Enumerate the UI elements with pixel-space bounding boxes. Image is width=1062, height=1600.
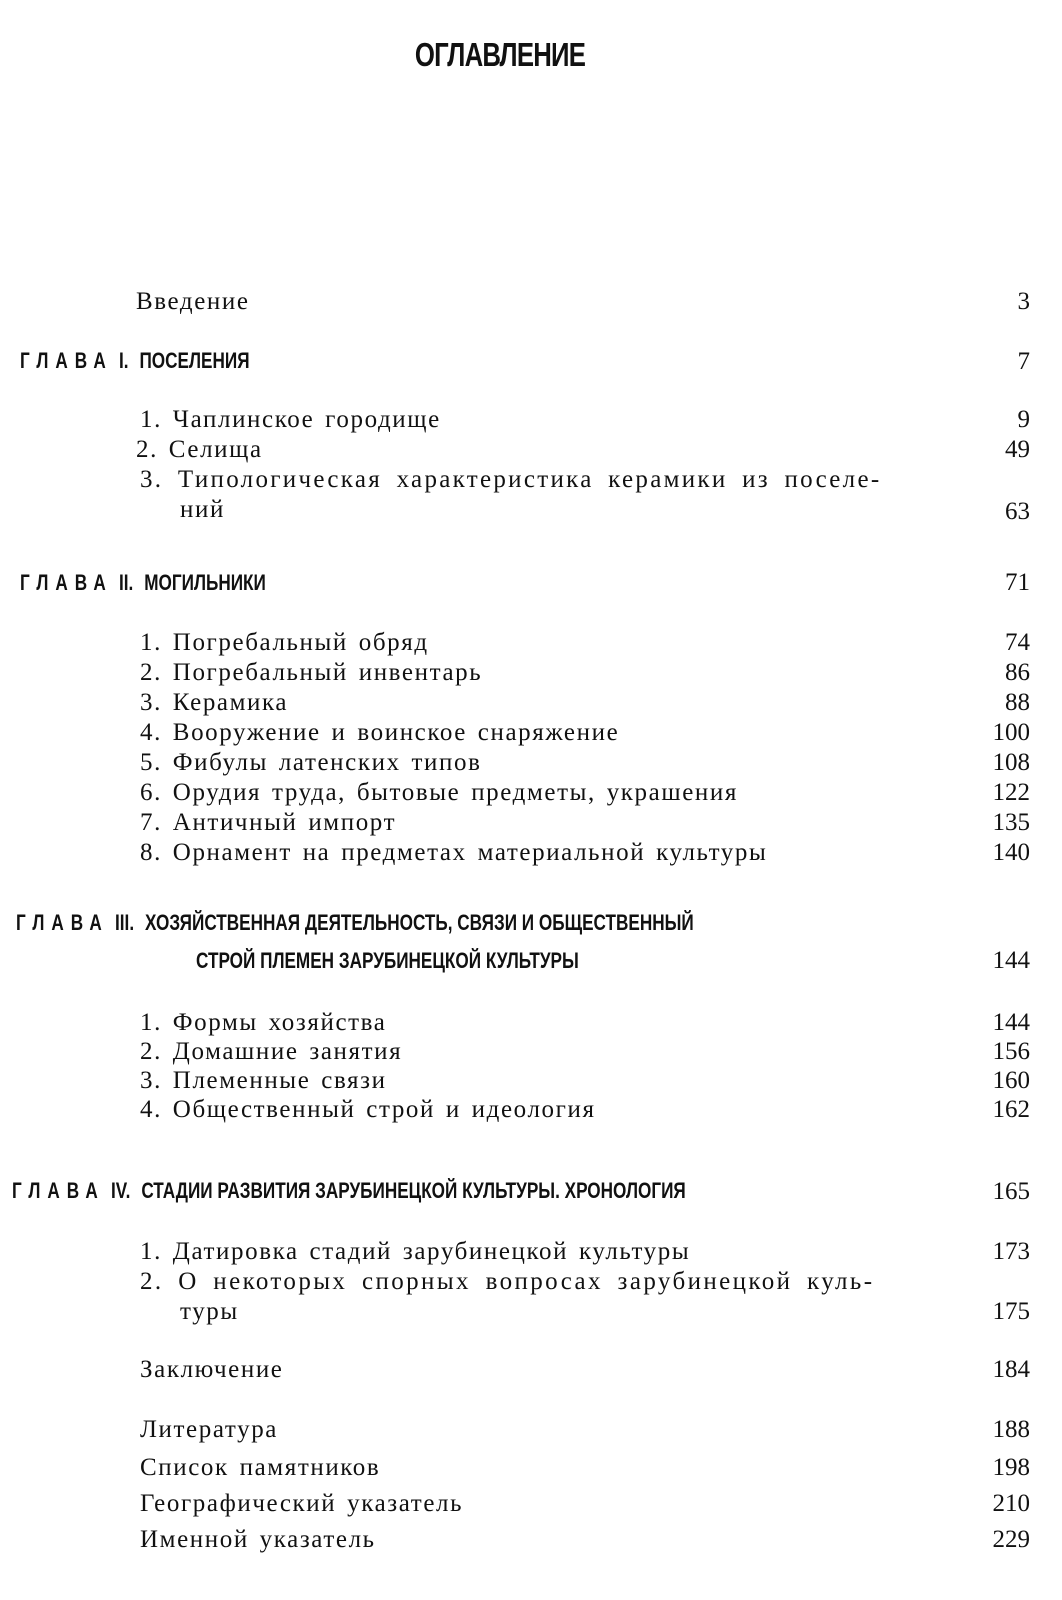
chapter-number: III. <box>115 910 135 935</box>
page-number: 162 <box>992 1096 1030 1123</box>
chapter-title: МОГИЛЬНИКИ <box>144 570 266 595</box>
page-title: ОГЛАВЛЕНИЕ <box>414 36 586 73</box>
toc-entry[interactable]: 3. Племенные связи <box>140 1067 387 1094</box>
toc-entry-conclusion[interactable]: Заключение <box>140 1356 284 1383</box>
page-number: 9 <box>1017 406 1030 433</box>
page-number: 140 <box>992 839 1030 866</box>
toc-entry[interactable]: 1. Датировка стадий зарубинецкой культуры <box>140 1238 691 1265</box>
page-number: 160 <box>992 1067 1030 1094</box>
page-number: 108 <box>992 749 1030 776</box>
page-number: 49 <box>1005 436 1030 463</box>
page-number: 188 <box>992 1416 1030 1443</box>
page-number: 198 <box>992 1454 1030 1481</box>
chapter-title: СТАДИИ РАЗВИТИЯ ЗАРУБИНЕЦКОЙ КУЛЬТУРЫ. ХРОНОЛОГИЯ <box>141 1178 686 1203</box>
page-number: 88 <box>1005 689 1030 716</box>
page-number: 210 <box>992 1490 1030 1517</box>
page-number: 229 <box>992 1526 1030 1553</box>
page-number: 3 <box>1017 288 1030 315</box>
chapter-number: I. <box>119 348 129 373</box>
chapter-title-continuation: СТРОЙ ПЛЕМЕН ЗАРУБИНЕЦКОЙ КУЛЬТУРЫ <box>196 948 579 973</box>
chapter-word: ГЛАВА <box>20 348 113 373</box>
chapter-number: IV. <box>111 1178 131 1203</box>
chapter-word: ГЛАВА <box>12 1178 105 1203</box>
toc-entry-name-index[interactable]: Именной указатель <box>140 1526 376 1553</box>
chapter-title: ХОЗЯЙСТВЕННАЯ ДЕЯТЕЛЬНОСТЬ, СВЯЗИ И ОБЩЕСТВЕННЫЙ <box>145 910 694 935</box>
toc-entry[interactable]: 2. Погребальный инвентарь <box>140 659 483 686</box>
page-number: 184 <box>992 1356 1030 1383</box>
chapter-word: ГЛАВА <box>16 910 109 935</box>
toc-entry[interactable]: 2. О некоторых спорных вопросах зарубинецкой куль- <box>140 1268 875 1295</box>
page-number: 63 <box>1005 498 1030 525</box>
toc-entry[interactable]: 6. Орудия труда, бытовые предметы, украшения <box>140 779 738 806</box>
page-number: 86 <box>1005 659 1030 686</box>
page-number: 156 <box>992 1038 1030 1065</box>
chapter-heading-2[interactable] <box>20 568 266 598</box>
page-number: 144 <box>992 947 1030 974</box>
toc-entry-continuation: туры <box>180 1298 239 1325</box>
toc-entry[interactable]: 8. Орнамент на предметах материальной культуры <box>140 839 768 866</box>
page-number: 135 <box>992 809 1030 836</box>
page-number: 144 <box>992 1009 1030 1036</box>
page-number: 175 <box>992 1298 1030 1325</box>
page-number: 74 <box>1005 629 1030 656</box>
chapter-heading-4[interactable] <box>12 1176 686 1206</box>
toc-entry[interactable]: 3. Керамика <box>140 689 289 716</box>
toc-entry[interactable]: 4. Вооружение и воинское снаряжение <box>140 719 620 746</box>
chapter-title: ПОСЕЛЕНИЯ <box>139 348 250 373</box>
toc-entry[interactable]: 2. Селища <box>136 436 263 463</box>
toc-entry-monuments-list[interactable]: Список памятников <box>140 1454 381 1481</box>
toc-entry[interactable]: 5. Фибулы латенских типов <box>140 749 482 776</box>
page-number: 7 <box>1017 348 1030 375</box>
chapter-heading-1[interactable] <box>20 346 250 376</box>
chapter-word: ГЛАВА <box>20 570 113 595</box>
toc-entry[interactable]: 4. Общественный строй и идеология <box>140 1096 596 1123</box>
page-number: 165 <box>992 1178 1030 1205</box>
toc-entry-introduction[interactable]: Введение <box>136 288 250 315</box>
chapter-number: II. <box>119 570 134 595</box>
page-number: 122 <box>992 779 1030 806</box>
chapter-heading-3[interactable] <box>16 908 694 938</box>
toc-entry-geographic-index[interactable]: Географический указатель <box>140 1490 464 1517</box>
toc-entry[interactable]: 7. Античный импорт <box>140 809 397 836</box>
page-number: 71 <box>1005 569 1030 596</box>
toc-entry[interactable]: 2. Домашние занятия <box>140 1038 403 1065</box>
toc-entry-literature[interactable]: Литература <box>140 1416 278 1443</box>
toc-entry-continuation: ний <box>180 496 225 523</box>
toc-entry[interactable]: 1. Формы хозяйства <box>140 1009 387 1036</box>
page-number: 100 <box>992 719 1030 746</box>
page-number: 173 <box>992 1238 1030 1265</box>
toc-entry[interactable]: 1. Погребальный обряд <box>140 629 429 656</box>
toc-entry[interactable]: 3. Типологическая характеристика керамики из поселе- <box>140 466 882 493</box>
toc-entry[interactable]: 1. Чаплинское городище <box>140 406 441 433</box>
